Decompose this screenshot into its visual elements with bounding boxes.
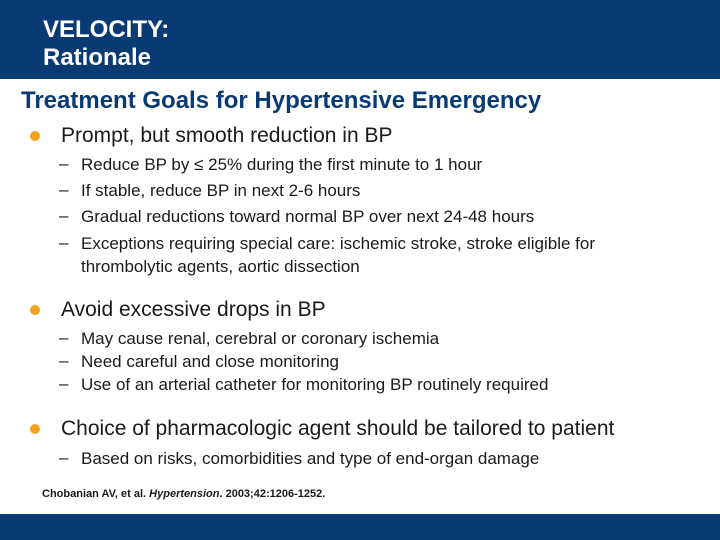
citation-journal: Hypertension: [149, 488, 220, 500]
sub-bullet-text: If stable, reduce BP in next 2-6 hours: [81, 181, 361, 200]
sub-bullet-text: thrombolytic agents, aortic dissection: [81, 257, 360, 276]
sub-bullet-text: May cause renal, cerebral or coronary ischemia: [81, 329, 440, 348]
sub-bullet-text: Use of an arterial catheter for monitoring BP routinely required: [81, 375, 549, 394]
sub-bullet-text: Exceptions requiring special care: ischemic stroke, stroke eligible for: [81, 234, 596, 253]
dash-icon: –: [59, 351, 69, 370]
bullet-dot-icon: [30, 305, 40, 315]
bullet-3-text: Choice of pharmacologic agent should be tailored to patient: [61, 417, 615, 440]
citation: [42, 488, 325, 500]
dash-icon: –: [59, 233, 69, 252]
dash-icon: –: [59, 448, 69, 467]
dash-icon: –: [59, 328, 69, 347]
dash-icon: –: [59, 374, 69, 393]
dash-icon: –: [59, 180, 69, 199]
slide-title-line-2: Rationale: [43, 44, 152, 71]
bullet-dot-icon: [30, 131, 40, 141]
bullet-2-text: Avoid excessive drops in BP: [61, 298, 326, 321]
sub-bullet-text: Reduce BP by ≤ 25% during the first minute to 1 hour: [81, 155, 483, 174]
sub-bullet-text: Gradual reductions toward normal BP over next 24-48 hours: [81, 207, 535, 226]
footer-bar: [0, 514, 720, 540]
dash-icon: –: [59, 206, 69, 225]
bullet-dot-icon: [30, 424, 40, 434]
sub-bullet-text: Need careful and close monitoring: [81, 352, 339, 371]
bullet-1-text: Prompt, but smooth reduction in BP: [61, 124, 393, 147]
slide-subtitle: Treatment Goals for Hypertensive Emergency: [21, 87, 542, 114]
sub-bullet-text: Based on risks, comorbidities and type of end-organ damage: [81, 449, 540, 468]
dash-icon: –: [59, 154, 69, 173]
citation-authors: Chobanian AV, et al.: [42, 488, 150, 500]
citation-details: . 2003;42:1206-1252.: [219, 488, 326, 500]
slide-title-line-1: VELOCITY:: [43, 16, 170, 43]
